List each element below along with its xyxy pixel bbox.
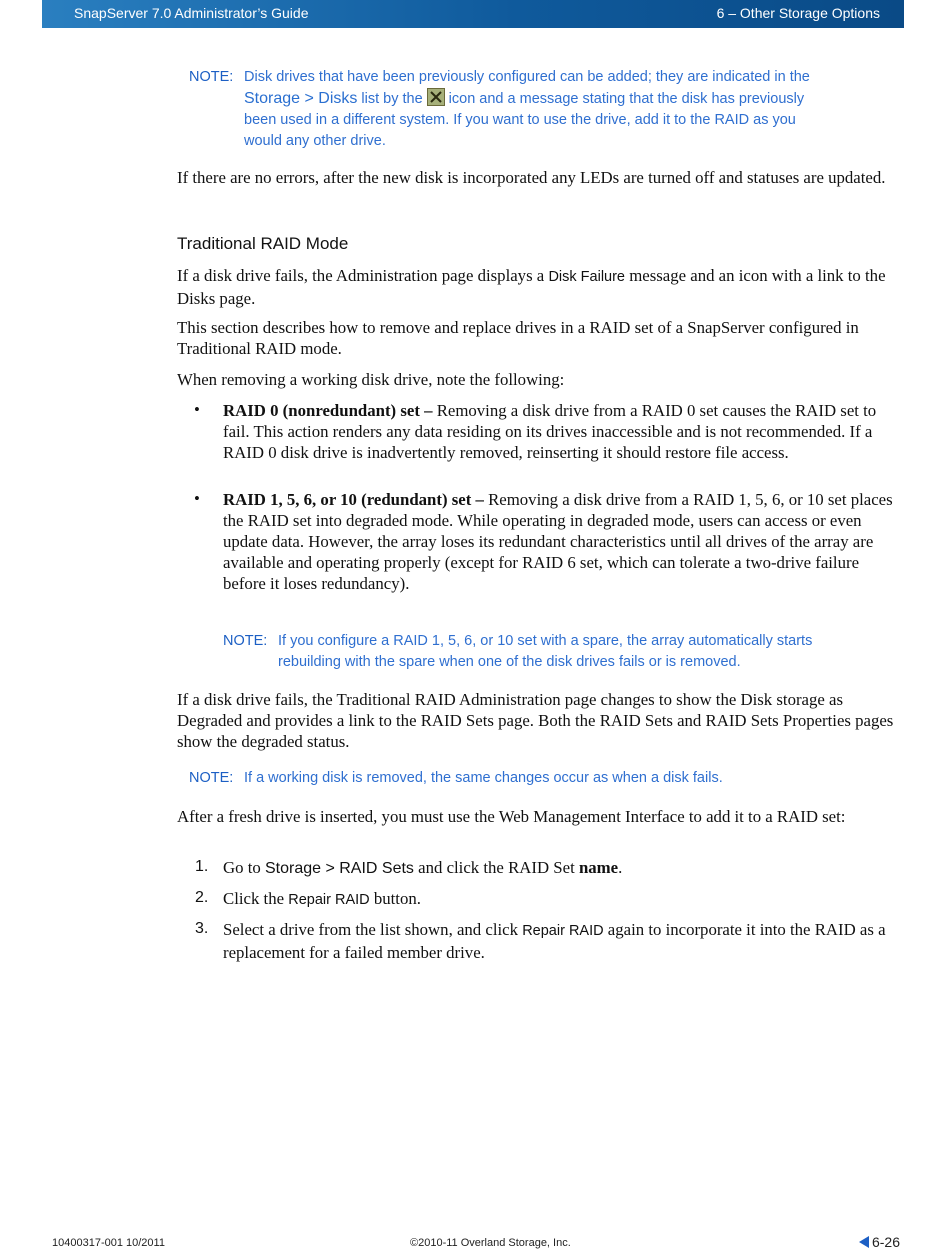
bullet-symbol: • [194,489,200,508]
note-label: NOTE: [189,770,234,786]
step-select-drive: Select a drive from the list shown, and click Repair RAID again to incorporate it into the RAID as a replacement for a failed member drive. [223,920,886,962]
note-line: would any other drive. [244,133,386,149]
note-previously-configured [189,67,889,151]
bullet-redundant-title: RAID 1, 5, 6, or 10 (redundant) set – [223,490,484,509]
bullet-symbol: • [194,400,200,419]
header-chapter-title: 6 – Other Storage Options [716,5,880,21]
footer-doc-id: 10400317-001 10/2011 [52,1237,165,1249]
note-label: NOTE: [223,633,268,649]
footer-copyright: ©2010-11 Overland Storage, Inc. [410,1237,571,1249]
step-number: 2. [195,889,209,906]
bullet-raid0: RAID 0 (nonredundant) set – Removing a disk drive from a RAID 0 set causes the RAID set to fail. This action renders any data residing on its drives inaccessible and is not recommended. If a RAID 0 disk drive is inadvertently removed, reinserting it should restore file access. [223,401,877,462]
paragraph-fresh-drive: After a fresh drive is inserted, you must use the Web Management Interface to add it to a RAID set: [177,807,846,826]
note-line: Storage > Disks list by the icon and a message stating that the disk has previously [244,90,805,107]
bullet-raid0-title: RAID 0 (nonredundant) set – [223,401,433,420]
step-click-repair-raid: Click the Repair RAID button. [223,889,421,908]
paragraph-disk-failure: If a disk drive fails, the Administration page displays a Disk Failure message and an icon with a link to the Disks page. [177,266,886,308]
note-line: If a working disk is removed, the same changes occur as when a disk fails. [244,770,723,786]
repair-raid-button-label: Repair RAID [522,923,604,939]
previous-page-arrow-icon[interactable] [859,1236,869,1248]
paragraph-section-description: This section describes how to remove and replace drives in a RAID set of a SnapServer configured in Traditional RAID mode. [177,318,859,358]
note-line: Disk drives that have been previously configured can be added; they are indicated in the [244,69,810,85]
paragraph-traditional-raid-degraded: If a disk drive fails, the Traditional RAID Administration page changes to show the Disk storage as Degraded and provides a link to the RAID Sets page. Both the RAID Sets and RAID Sets Properties pages show the degraded status. [177,690,894,751]
step-number: 3. [195,920,209,937]
note-label: NOTE: [189,69,234,85]
note-working-disk-removed [189,768,889,790]
note-line: If you configure a RAID 1, 5, 6, or 10 set with a spare, the array automatically starts [278,633,813,649]
page-number[interactable]: 6-26 [859,1234,900,1250]
bullet-redundant: RAID 1, 5, 6, or 10 (redundant) set – Removing a disk drive from a RAID 1, 5, 6, or 10 set places the RAID set into degraded mode. While operating in degraded mode, users can access or even update data. However, the array loses its redundant characteristics until all drives of the array are available and operating properly (except for RAID 6 set, which can tolerate a two-drive failure before it loses redundancy). [223,490,893,593]
previously-used-disk-icon [427,88,445,106]
section-heading: Traditional RAID Mode [177,234,349,253]
repair-raid-button-label: Repair RAID [288,892,370,908]
raid-set-name-term: name [578,858,619,877]
note-line: been used in a different system. If you want to use the drive, add it to the RAID as you [244,112,796,128]
storage-raid-sets-path: Storage > RAID Sets [264,860,414,877]
note-line: rebuilding with the spare when one of the disk drives fails or is removed. [278,654,741,670]
paragraph-no-errors: If there are no errors, after the new disk is incorporated any LEDs are turned off and statuses are updated. [177,168,886,187]
header-guide-title: SnapServer 7.0 Administrator’s Guide [74,5,309,21]
paragraph-removing-drive: When removing a working disk drive, note the following: [177,370,565,389]
page-header [42,0,904,28]
disk-failure-label: Disk Failure [548,269,625,285]
step-go-to-raid-sets: Go to Storage > RAID Sets and click the RAID Set name. [223,858,623,877]
step-number: 1. [195,858,209,875]
storage-disks-path: Storage > Disks [244,90,358,107]
note-spare [223,631,893,675]
